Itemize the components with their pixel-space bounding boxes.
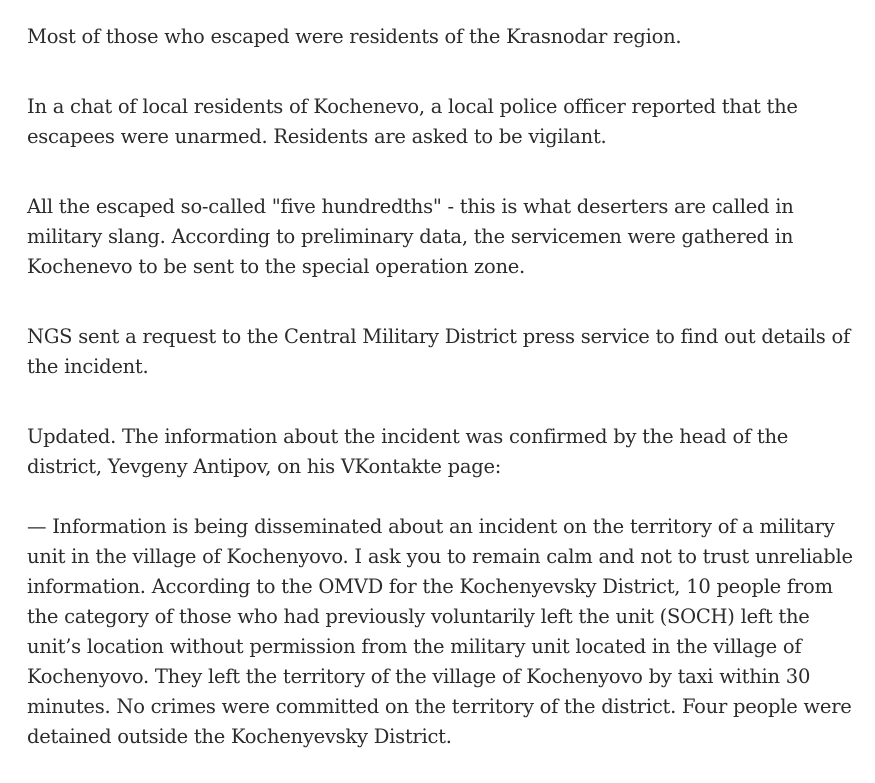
paragraph-escapees-origin: Most of those who escaped were residents of the Krasnodar region. bbox=[27, 25, 682, 48]
paragraph-official-quote: — Information is being disseminated about an incident on the territory of a military unit in the village of Kochenyovo. I ask you to remain calm and not to trust unreliable information. According to the OMVD for the Kochenyevsky District, 10 people from the category of those who had previously voluntarily left the unit (SOCH) left the unit’s location without permission from the military unit located in the village of Kochenyovo. They left the territory of the village of Kochenyovo by taxi within 30 minutes. No crimes were committed on the territory of the district. Four people were detained outside the Kochenyevsky District. bbox=[27, 515, 853, 748]
paragraph-update: Updated. The information about the incident was confirmed by the head of the district, Yevgeny Antipov, on his VKontakte page: bbox=[27, 425, 789, 478]
paragraph-ngs-request: NGS sent a request to the Central Military District press service to find out details of the incident. bbox=[27, 325, 850, 378]
paragraph-deserters: All the escaped so-called "five hundredths" - this is what deserters are called in military slang. According to preliminary data, the servicemen were gathered in Kochenevo to be sent to the special operation zone. bbox=[27, 195, 794, 278]
article-body bbox=[27, 22, 857, 752]
paragraph-police-report: In a chat of local residents of Kochenevo, a local police officer reported that the escapees were unarmed. Residents are asked to be vigilant. bbox=[27, 95, 798, 148]
